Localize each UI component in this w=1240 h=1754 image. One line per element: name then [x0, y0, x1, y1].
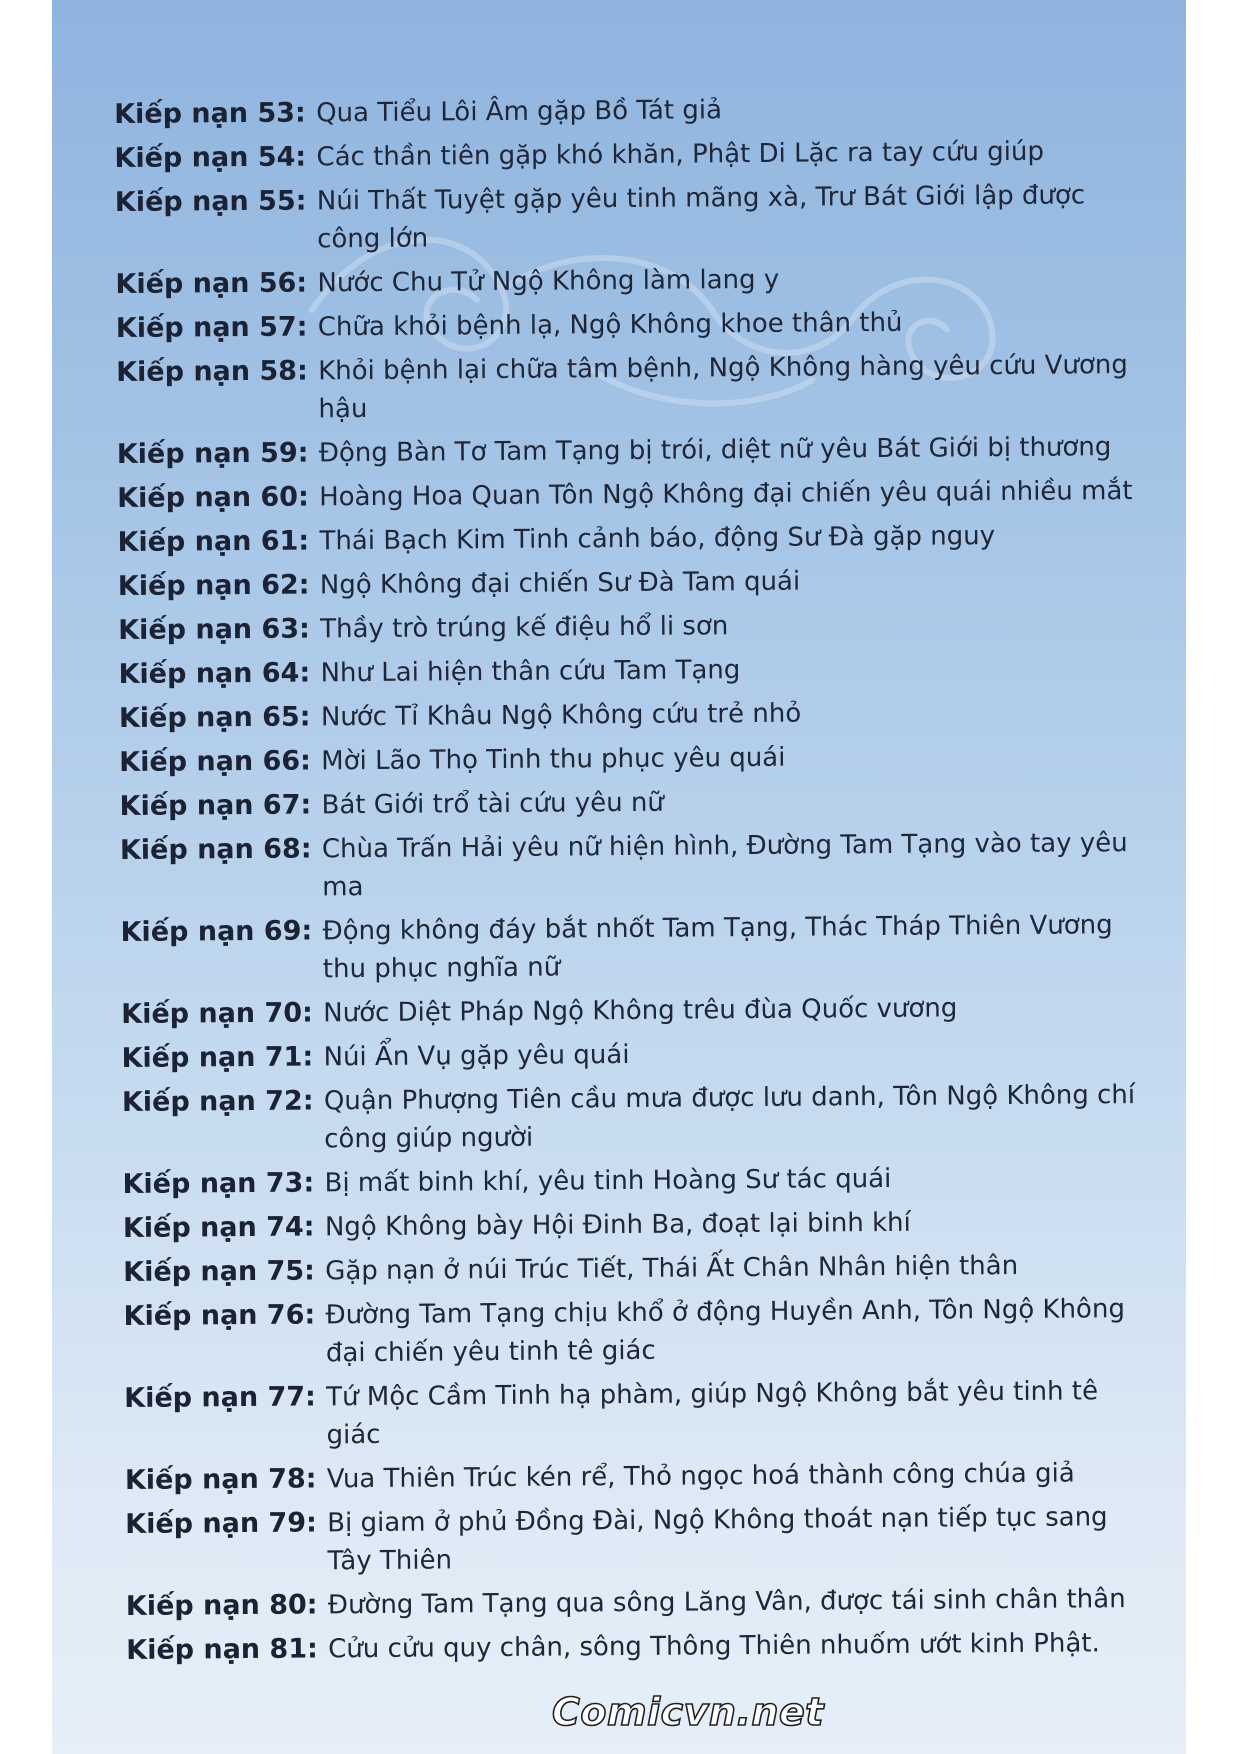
calamity-label: Kiếp nạn 77:: [124, 1381, 317, 1414]
list-item: [126, 1624, 1186, 1670]
calamity-label: Kiếp nạn 65:: [118, 701, 311, 734]
calamity-description: Núi Ẩn Vụ gặp yêu quái: [323, 1039, 630, 1073]
calamity-description: Vua Thiên Trúc kén rể, Thỏ ngọc hoá thành công chúa giả: [326, 1458, 1075, 1495]
calamity-description: Nước Diệt Pháp Ngộ Không trêu đùa Quốc vương: [323, 993, 958, 1029]
calamity-label: Kiếp nạn 66:: [119, 745, 312, 778]
calamity-description: Quận Phượng Tiên cầu mưa được lưu danh, Tôn Ngộ Không chí công giúp người: [323, 1080, 1136, 1155]
calamity-description: Bị mất binh khí, yêu tinh Hoàng Sư tác quái: [324, 1163, 892, 1199]
list-item: [121, 988, 1181, 1034]
calamity-label: Kiếp nạn 56:: [115, 267, 308, 300]
calamity-label: Kiếp nạn 71:: [121, 1041, 314, 1074]
calamity-label: Kiếp nạn 55:: [114, 185, 307, 218]
calamity-description: Thầy trò trúng kế điệu hổ li sơn: [320, 611, 729, 645]
calamity-description: Chữa khỏi bệnh lạ, Ngộ Không khoe thân thủ: [317, 307, 903, 343]
list-item: [124, 1372, 1185, 1456]
calamity-description: Ngộ Không bày Hội Đinh Ba, đoạt lại binh khí: [324, 1207, 911, 1243]
calamity-label: Kiếp nạn 63:: [118, 613, 310, 646]
calamity-description: Chùa Trấn Hải yêu nữ hiện hình, Đường Tam Tạng vào tay yêu ma: [321, 828, 1128, 903]
calamity-description: Cửu cửu quy chân, sông Thông Thiên nhuốm ướt kinh Phật.: [328, 1628, 1100, 1665]
list-item: [119, 780, 1179, 826]
list-item: [120, 824, 1181, 908]
calamity-description: Qua Tiểu Lôi Âm gặp Bồ Tát giả: [316, 95, 723, 129]
calamity-label: Kiếp nạn 73:: [122, 1167, 315, 1200]
calamity-description: Hoàng Hoa Quan Tôn Ngộ Không đại chiến yêu quái nhiều mắt: [319, 476, 1133, 513]
calamity-description: Động không đáy bắt nhốt Tam Tạng, Thác Tháp Thiên Vương thu phục nghĩa nữ: [322, 910, 1113, 985]
list-item: [120, 906, 1181, 990]
list-item: [116, 302, 1176, 348]
calamity-description: Mời Lão Thọ Tinh thu phục yêu quái: [321, 742, 786, 777]
calamity-description: Núi Thất Tuyệt gặp yêu tinh mãng xà, Trư Bát Giới lập được công lớn: [316, 180, 1086, 255]
calamity-label: Kiếp nạn 74:: [122, 1211, 315, 1244]
calamity-label: Kiếp nạn 58:: [116, 355, 308, 388]
calamity-label: Kiếp nạn 76:: [123, 1299, 316, 1332]
list-item: [118, 604, 1178, 650]
list-item: [118, 648, 1178, 694]
list-item: [121, 1032, 1181, 1078]
calamity-description: Ngộ Không đại chiến Sư Đà Tam quái: [319, 566, 801, 601]
calamity-label: Kiếp nạn 59:: [116, 437, 309, 470]
calamity-label: Kiếp nạn 62:: [117, 569, 310, 602]
calamity-description: Nước Chu Tử Ngộ Không làm lang y: [317, 264, 780, 299]
calamity-label: Kiếp nạn 54:: [114, 141, 307, 174]
calamity-label: Kiếp nạn 81:: [126, 1633, 318, 1666]
calamity-label: Kiếp nạn 64:: [118, 657, 311, 690]
list-item: [125, 1454, 1185, 1500]
calamity-label: Kiếp nạn 75:: [123, 1255, 316, 1288]
list-item: [117, 428, 1177, 474]
calamity-description: Thái Bạch Kim Tinh cảnh báo, động Sư Đà gặp nguy: [319, 521, 996, 557]
calamity-label: Kiếp nạn 68:: [119, 833, 312, 866]
list-item: [123, 1202, 1183, 1248]
calamity-label: Kiếp nạn 53:: [114, 97, 306, 130]
list-item: [122, 1076, 1183, 1160]
calamity-label: Kiếp nạn 79:: [125, 1507, 317, 1540]
calamity-label: Kiếp nạn 70:: [121, 997, 313, 1030]
calamity-description: Nước Tỉ Khâu Ngộ Không cứu trẻ nhỏ: [320, 698, 802, 733]
page-panel: [52, 0, 1186, 1754]
calamity-label: Kiếp nạn 60:: [117, 481, 309, 514]
list-item: [115, 176, 1176, 260]
calamity-label: Kiếp nạn 72:: [121, 1085, 314, 1118]
list-item: [123, 1290, 1184, 1374]
list-item: [118, 560, 1178, 606]
calamity-list: [114, 88, 1186, 1676]
calamity-description: Gặp nạn ở núi Trúc Tiết, Thái Ất Chân Nhân hiện thân: [325, 1250, 1019, 1287]
calamity-description: Bát Giới trổ tài cứu yêu nữ: [321, 787, 664, 821]
calamity-description: Khỏi bệnh lại chữa tâm bệnh, Ngộ Không hàng yêu cứu Vương hậu: [318, 350, 1128, 425]
calamity-label: Kiếp nạn 80:: [125, 1589, 318, 1622]
calamity-description: Các thần tiên gặp khó khăn, Phật Di Lặc ra tay cứu giúp: [316, 136, 1045, 173]
calamity-label: Kiếp nạn 69:: [120, 915, 313, 948]
list-item: [117, 472, 1177, 518]
list-item: [116, 346, 1177, 430]
list-item: [119, 736, 1179, 782]
list-item: [117, 516, 1177, 562]
calamity-label: Kiếp nạn 78:: [124, 1463, 317, 1496]
list-item: [115, 258, 1175, 304]
calamity-description: Đường Tam Tạng qua sông Lăng Vân, được tái sinh chân thân: [327, 1584, 1126, 1621]
list-item: [125, 1498, 1186, 1582]
list-item: [123, 1246, 1183, 1292]
list-item: [114, 132, 1174, 178]
site-watermark: Comicvn.net: [552, 1690, 824, 1734]
calamity-label: Kiếp nạn 67:: [119, 789, 312, 822]
calamity-description: Tứ Mộc Cầm Tinh hạ phàm, giúp Ngộ Không bắt yêu tinh tê giác: [326, 1376, 1099, 1451]
calamity-description: Động Bàn Tơ Tam Tạng bị trói, diệt nữ yêu Bát Giới bị thương: [318, 432, 1112, 469]
list-item: [119, 692, 1179, 738]
calamity-label: Kiếp nạn 61:: [117, 525, 310, 558]
calamity-label: Kiếp nạn 57:: [115, 311, 308, 344]
list-item: [114, 88, 1174, 134]
list-item: [122, 1158, 1182, 1204]
calamity-description: Đường Tam Tạng chịu khổ ở động Huyền Anh, Tôn Ngộ Không đại chiến yêu tinh tê giác: [325, 1294, 1126, 1369]
calamity-description: Như Lai hiện thân cứu Tam Tạng: [320, 655, 741, 689]
list-item: [126, 1580, 1186, 1626]
calamity-description: Bị giam ở phủ Đồng Đài, Ngộ Không thoát nạn tiếp tục sang Tây Thiên: [327, 1502, 1108, 1577]
